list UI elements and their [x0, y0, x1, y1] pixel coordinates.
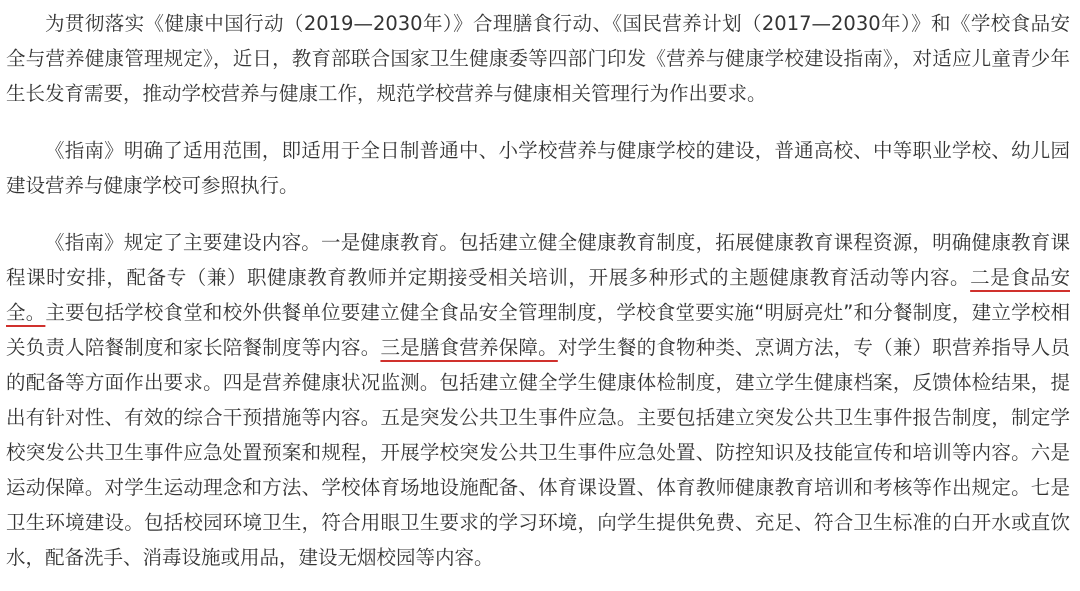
paragraph-text: 为贯彻落实《健康中国行动（2019—2030年）》合理膳食行动、《国民营养计划（2017—2030年）》和《学校食品安全与营养健康管理规定》，近日，教育部联合国家卫生健康委等四部门印发《营养与健康学校建设指南》，对适应儿童青少年生长发育需要，推动学校营养与健康工作，规范学校营养与健康相关管理行为作出要求。 [6, 12, 1070, 105]
paragraph-text: 《指南》明确了适用范围，即适用于全日制普通中、小学校营养与健康学校的建设，普通高校、中等职业学校、幼儿园建设营养与健康学校可参照执行。 [6, 139, 1070, 197]
paragraph-text: 主要包括学校食堂和校外供餐单位要建立健全食品安全管理制度，学校食堂要实施“明厨亮灶”和分餐制度，建立学校相关负责人陪餐制度和家长陪餐制度等内容。 [6, 301, 1070, 359]
paragraph-intro [6, 6, 1070, 111]
paragraph-content [6, 225, 1070, 575]
highlight-nutrition-guarantee: 三是膳食营养保障。 [380, 336, 558, 359]
paragraph-scope [6, 133, 1070, 203]
paragraph-text: 对学生餐的食物种类、烹调方法，专（兼）职营养指导人员的配备等方面作出要求。四是营养健康状况监测。包括建立健全学生健康体检制度，建立学生健康档案，反馈体检结果，提出有针对性、有效的综合干预措施等内容。五是突发公共卫生事件应急。主要包括建立突发公共卫生事件报告制度，制定学校突发公共卫生事件应急处置预案和规程，开展学校突发公共卫生事件应急处置、防控知识及技能宣传和培训等内容。六是运动保障。对学生运动理念和方法、学校体育场地设施配备、体育课设置、体育教师健康教育培训和考核等作出规定。七是卫生环境建设。包括校园环境卫生，符合用眼卫生要求的学习环境，向学生提供免费、充足、符合卫生标准的白开水或直饮水，配备洗手、消毒设施或用品，建设无烟校园等内容。 [6, 336, 1070, 569]
highlight-food-safety: 二是食品安全。 [6, 266, 1070, 324]
paragraph-text: 《指南》规定了主要建设内容。一是健康教育。包括建立健全健康教育制度，拓展健康教育课程资源，明确健康教育课程课时安排，配备专（兼）职健康教育教师并定期接受相关培训，开展多种形式的主题健康教育活动等内容。 [6, 231, 1070, 289]
